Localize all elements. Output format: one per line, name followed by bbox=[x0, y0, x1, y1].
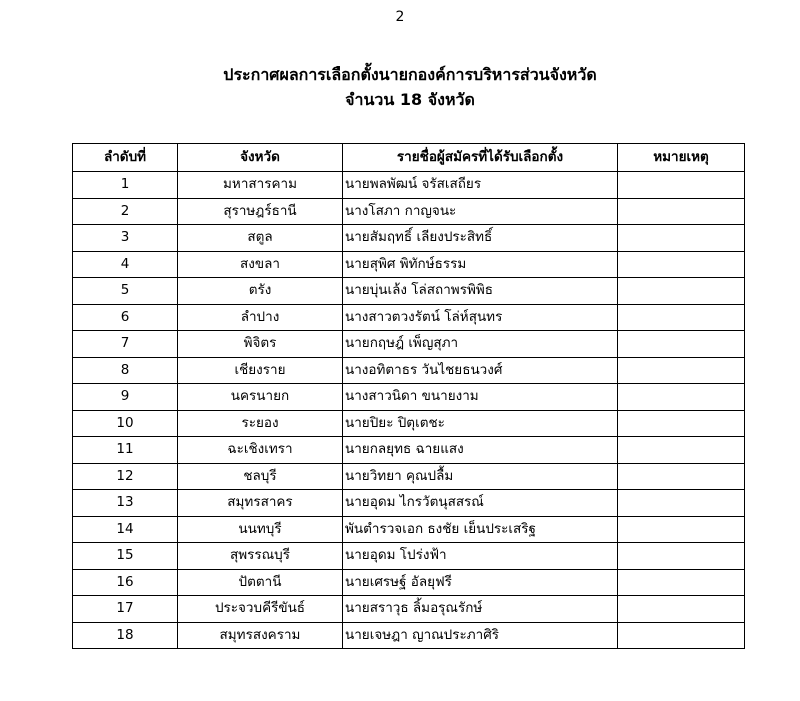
cell-remark bbox=[618, 331, 745, 358]
cell-province: สมุทรสาคร bbox=[178, 490, 343, 517]
table-row bbox=[73, 304, 745, 331]
cell-remark bbox=[618, 304, 745, 331]
cell-order: 3 bbox=[73, 225, 178, 252]
header-remark: หมายเหตุ bbox=[618, 144, 745, 172]
cell-order: 7 bbox=[73, 331, 178, 358]
cell-order: 2 bbox=[73, 198, 178, 225]
cell-remark bbox=[618, 198, 745, 225]
cell-province: นนทบุรี bbox=[178, 516, 343, 543]
cell-province: ประจวบคีรีขันธ์ bbox=[178, 596, 343, 623]
cell-remark bbox=[618, 384, 745, 411]
title-line-1: ประกาศผลการเลือกตั้งนายกองค์การบริหารส่วนจังหวัด bbox=[223, 65, 597, 84]
cell-order: 13 bbox=[73, 490, 178, 517]
cell-candidate: นายเศรษฐ์ อัลยุฟรี bbox=[343, 569, 618, 596]
cell-province: ตรัง bbox=[178, 278, 343, 305]
cell-remark bbox=[618, 543, 745, 570]
cell-province: ชลบุรี bbox=[178, 463, 343, 490]
cell-remark bbox=[618, 172, 745, 199]
cell-remark bbox=[618, 569, 745, 596]
table-row bbox=[73, 198, 745, 225]
cell-remark bbox=[618, 225, 745, 252]
cell-province: สุพรรณบุรี bbox=[178, 543, 343, 570]
page-number: 2 bbox=[395, 9, 405, 25]
cell-candidate: นายปิยะ ปิตุเตชะ bbox=[343, 410, 618, 437]
cell-candidate: นายสุพิศ พิทักษ์ธรรม bbox=[343, 251, 618, 278]
cell-order: 8 bbox=[73, 357, 178, 384]
cell-province: มหาสารคาม bbox=[178, 172, 343, 199]
cell-candidate: นางสาวตวงรัตน์ โล่ห์สุนทร bbox=[343, 304, 618, 331]
cell-order: 15 bbox=[73, 543, 178, 570]
cell-remark bbox=[618, 516, 745, 543]
header-candidate: รายชื่อผู้สมัครที่ได้รับเลือกตั้ง bbox=[343, 144, 618, 172]
table-row bbox=[73, 516, 745, 543]
cell-candidate: นายบุ่นเล้ง โล่สถาพรพิพิธ bbox=[343, 278, 618, 305]
table-row bbox=[73, 596, 745, 623]
table-row bbox=[73, 278, 745, 305]
cell-order: 4 bbox=[73, 251, 178, 278]
title-line-2: จำนวน 18 จังหวัด bbox=[345, 90, 475, 109]
table-row bbox=[73, 463, 745, 490]
cell-order: 12 bbox=[73, 463, 178, 490]
cell-order: 6 bbox=[73, 304, 178, 331]
cell-remark bbox=[618, 410, 745, 437]
cell-province: ฉะเชิงเทรา bbox=[178, 437, 343, 464]
cell-remark bbox=[618, 251, 745, 278]
cell-province: ระยอง bbox=[178, 410, 343, 437]
cell-candidate: นายกฤษฎ์ เพ็ญสุภา bbox=[343, 331, 618, 358]
table-row bbox=[73, 622, 745, 649]
cell-candidate: พันตำรวจเอก ธงชัย เย็นประเสริฐ bbox=[343, 516, 618, 543]
header-order: ลำดับที่ bbox=[73, 144, 178, 172]
table-row bbox=[73, 490, 745, 517]
table-row bbox=[73, 569, 745, 596]
cell-candidate: นายอุดม ไกรวัตนุสสรณ์ bbox=[343, 490, 618, 517]
cell-candidate: นายพลพัฒน์ จรัสเสถียร bbox=[343, 172, 618, 199]
cell-province: สตูล bbox=[178, 225, 343, 252]
document-title bbox=[0, 63, 800, 113]
cell-candidate: นางอทิตาธร วันไชยธนวงศ์ bbox=[343, 357, 618, 384]
table-row bbox=[73, 384, 745, 411]
cell-candidate: นายอุดม โปร่งฟ้า bbox=[343, 543, 618, 570]
cell-order: 1 bbox=[73, 172, 178, 199]
table-row bbox=[73, 437, 745, 464]
table-row bbox=[73, 543, 745, 570]
cell-candidate: นายสราวุธ ลิ้มอรุณรักษ์ bbox=[343, 596, 618, 623]
cell-remark bbox=[618, 490, 745, 517]
cell-candidate: นายสัมฤทธิ์ เลียงประสิทธิ์ bbox=[343, 225, 618, 252]
cell-order: 9 bbox=[73, 384, 178, 411]
cell-candidate: นายเจษฎา ญาณประภาศิริ bbox=[343, 622, 618, 649]
cell-remark bbox=[618, 437, 745, 464]
cell-province: ลำปาง bbox=[178, 304, 343, 331]
cell-province: พิจิตร bbox=[178, 331, 343, 358]
table-row bbox=[73, 172, 745, 199]
results-table bbox=[72, 143, 745, 649]
cell-remark bbox=[618, 278, 745, 305]
cell-candidate: นายกลยุทธ ฉายแสง bbox=[343, 437, 618, 464]
table-row bbox=[73, 357, 745, 384]
table-header-row bbox=[73, 144, 745, 172]
cell-province: เชียงราย bbox=[178, 357, 343, 384]
cell-order: 18 bbox=[73, 622, 178, 649]
cell-remark bbox=[618, 463, 745, 490]
cell-order: 14 bbox=[73, 516, 178, 543]
cell-province: สุราษฎร์ธานี bbox=[178, 198, 343, 225]
cell-order: 5 bbox=[73, 278, 178, 305]
table-row bbox=[73, 410, 745, 437]
cell-province: สมุทรสงคราม bbox=[178, 622, 343, 649]
cell-order: 11 bbox=[73, 437, 178, 464]
cell-province: สงขลา bbox=[178, 251, 343, 278]
table-row bbox=[73, 331, 745, 358]
table-row bbox=[73, 251, 745, 278]
cell-order: 16 bbox=[73, 569, 178, 596]
table-body bbox=[73, 172, 745, 649]
cell-remark bbox=[618, 357, 745, 384]
cell-province: ปัตตานี bbox=[178, 569, 343, 596]
cell-candidate: นายวิทยา คุณปลื้ม bbox=[343, 463, 618, 490]
cell-candidate: นางสาวนิดา ขนายงาม bbox=[343, 384, 618, 411]
header-province: จังหวัด bbox=[178, 144, 343, 172]
cell-province: นครนายก bbox=[178, 384, 343, 411]
cell-order: 10 bbox=[73, 410, 178, 437]
cell-order: 17 bbox=[73, 596, 178, 623]
cell-candidate: นางโสภา กาญจนะ bbox=[343, 198, 618, 225]
cell-remark bbox=[618, 596, 745, 623]
cell-remark bbox=[618, 622, 745, 649]
table-row bbox=[73, 225, 745, 252]
